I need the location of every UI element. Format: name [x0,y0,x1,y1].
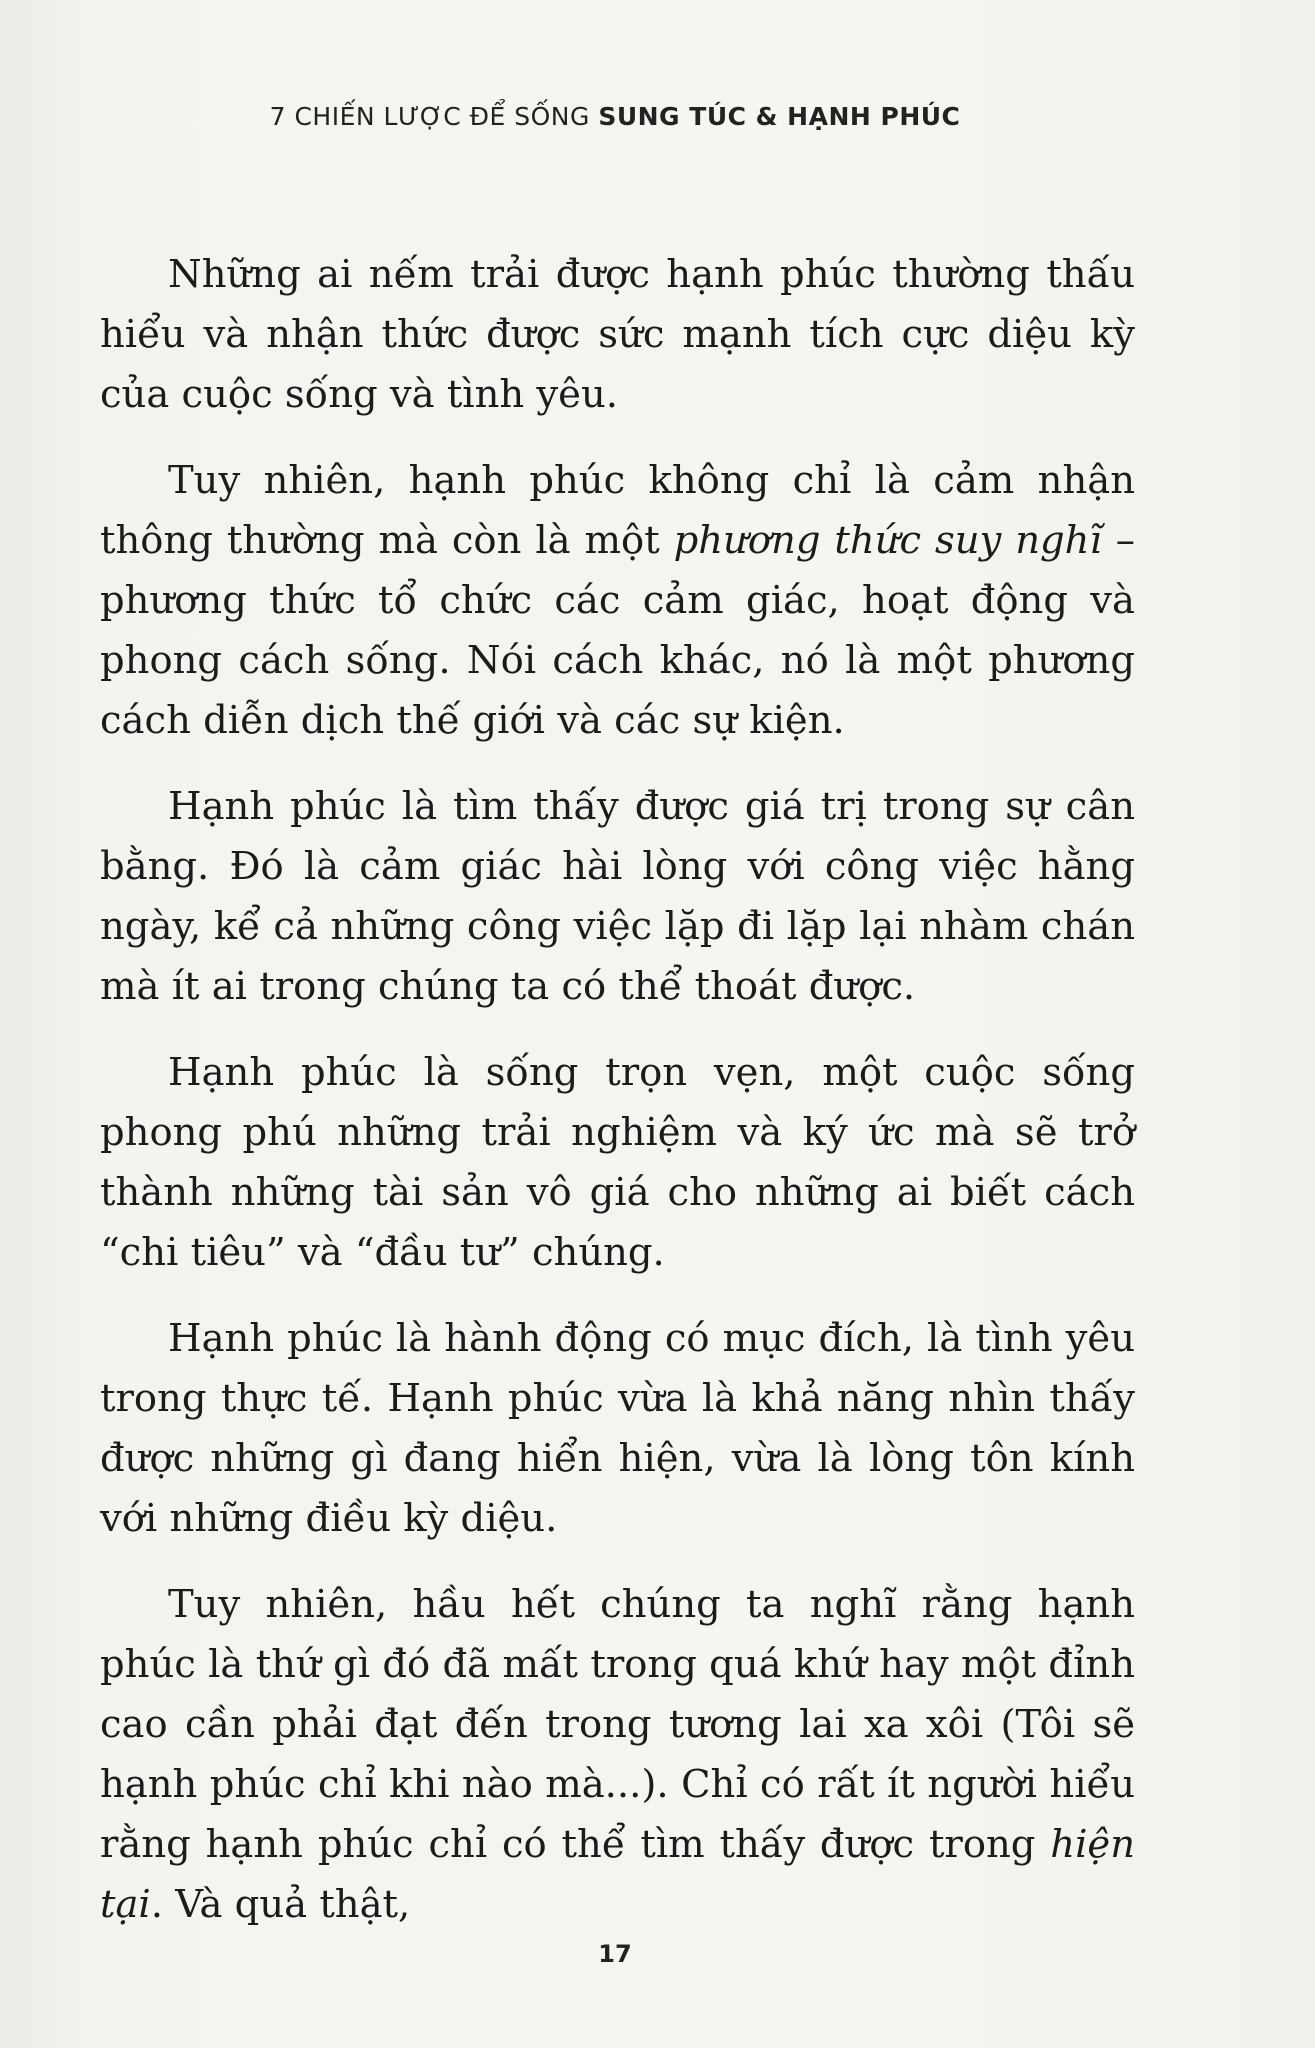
page-number: 17 [598,1940,632,1968]
paragraph-text: Tuy nhiên, hầu hết chúng ta nghĩ rằng hạnh phúc là thứ gì đó đã mất trong quá khứ hay một đỉnh cao cần phải đạt đến trong tương lai xa xôi (Tôi sẽ hạnh phúc chỉ khi nào mà...). Chỉ có rất ít người hiểu rằng hạnh phúc chỉ có thể tìm thấy được trong [100,1582,1135,1867]
header-prefix: 7 CHIẾN LƯỢC ĐỂ SỐNG [269,102,599,131]
header-emphasis: SUNG TÚC & HẠNH PHÚC [598,102,961,131]
paragraph: Hạnh phúc là hành động có mục đích, là tình yêu trong thực tế. Hạnh phúc vừa là khả năng nhìn thấy được những gì đang hiển hiện, vừa là lòng tôn kính với những điều kỳ diệu. [100,1316,1135,1541]
running-header [0,102,1230,131]
paragraph-italic-text: phương thức suy nghĩ [673,518,1102,563]
paragraph-italic-text: hiện tại [100,1822,1135,1927]
paragraph-text: Tuy nhiên, hạnh phúc không chỉ là cảm nhận thông thường mà còn là một [100,458,1135,563]
paragraph-text: . Và quả thật, [150,1882,411,1927]
paragraph [100,451,1135,751]
body-text [100,245,1135,1961]
paragraph-text: – phương thức tổ chức các cảm giác, hoạt động và phong cách sống. Nói cách khác, nó là một phương cách diễn dịch thế giới và các sự kiện. [100,518,1135,743]
paragraph [100,1575,1135,1935]
paragraph: Hạnh phúc là tìm thấy được giá trị trong sự cân bằng. Đó là cảm giác hài lòng với công việc hằng ngày, kể cả những công việc lặp đi lặp lại nhàm chán mà ít ai trong chúng ta có thể thoát được. [100,784,1135,1009]
paragraph: Những ai nếm trải được hạnh phúc thường thấu hiểu và nhận thức được sức mạnh tích cực diệu kỳ của cuộc sống và tình yêu. [100,252,1135,417]
paragraph: Hạnh phúc là sống trọn vẹn, một cuộc sống phong phú những trải nghiệm và ký ức mà sẽ trở thành những tài sản vô giá cho những ai biết cách “chi tiêu” và “đầu tư” chúng. [100,1050,1135,1275]
